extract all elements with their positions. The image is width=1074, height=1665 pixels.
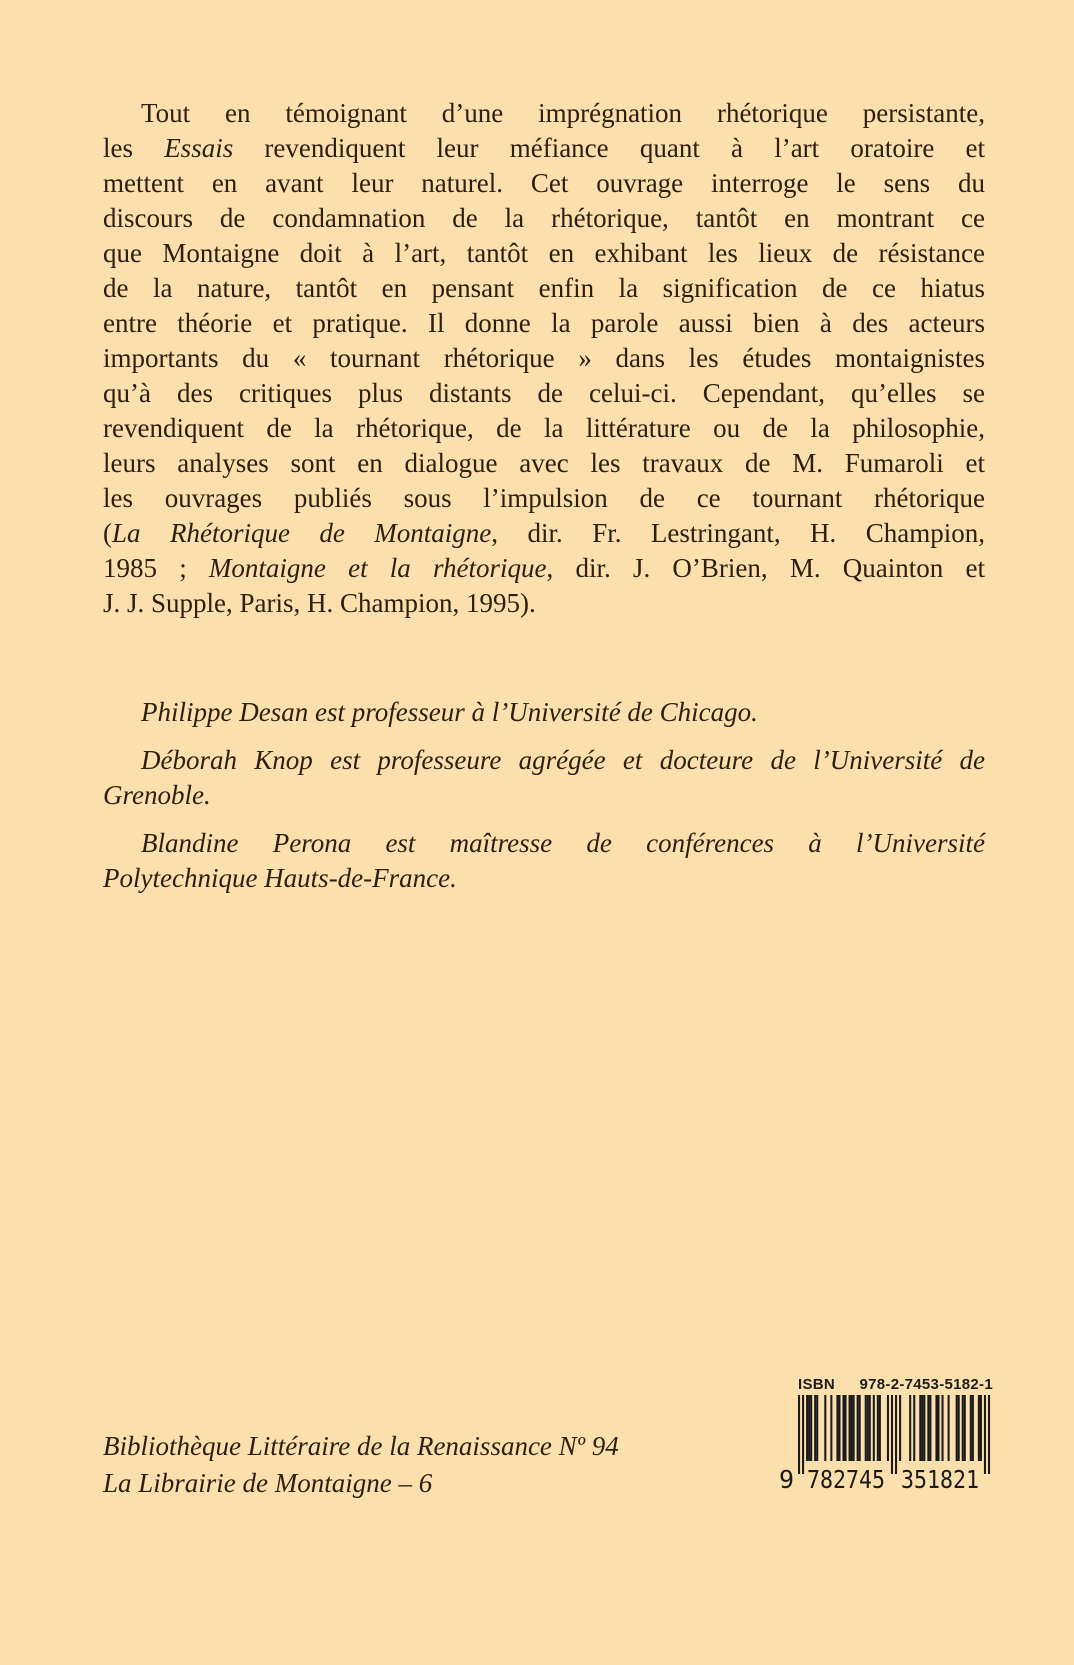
text-run: Blandine Perona est maîtresse de conférences à l’Université bbox=[141, 828, 985, 858]
text-run: qu’à des critiques plus distants de celui-ci. Cependant, qu’elles se bbox=[103, 378, 985, 408]
barcode-bar bbox=[853, 1395, 855, 1461]
text-run: J. J. Supple, Paris, H. Champion, 1995). bbox=[103, 588, 536, 618]
text-run: ( bbox=[103, 518, 112, 548]
text-run: de la nature, tantôt en pensant enfin la signification de ce hiatus bbox=[103, 273, 985, 303]
synopsis-line bbox=[103, 446, 985, 481]
synopsis-line bbox=[103, 131, 985, 166]
barcode-bar bbox=[927, 1395, 929, 1461]
text-run: Grenoble. bbox=[103, 780, 211, 810]
isbn-label-prefix: ISBN bbox=[798, 1376, 836, 1393]
text-run: que Montaigne doit à l’art, tantôt en exhibant les lieux de résistance bbox=[103, 238, 985, 268]
author-bio-line bbox=[103, 743, 985, 778]
barcode-bar bbox=[909, 1395, 911, 1461]
barcode-bar bbox=[824, 1395, 826, 1461]
barcode-bar bbox=[958, 1395, 960, 1461]
text-run: revendiquent de la rhétorique, de la littérature ou de la philosophie, bbox=[103, 413, 985, 443]
barcode-bar bbox=[869, 1395, 871, 1461]
barcode-bar bbox=[873, 1395, 875, 1461]
text-run: discours de condamnation de la rhétorique, tantôt en montrant ce bbox=[103, 203, 985, 233]
synopsis-paragraph bbox=[103, 96, 985, 621]
synopsis-line bbox=[103, 481, 985, 516]
barcode-bar bbox=[972, 1395, 974, 1461]
text-run: importants du « tournant rhétorique » dans les études montaignistes bbox=[103, 343, 985, 373]
barcode-bar bbox=[816, 1395, 818, 1461]
barcode-bar bbox=[937, 1395, 939, 1461]
barcode-bar bbox=[844, 1395, 846, 1461]
text-run: Tout en témoignant d’une imprégnation rhétorique persistante, bbox=[141, 98, 985, 128]
italic-text-run: Montaigne et la rhétorique bbox=[208, 553, 547, 583]
text-run: entre théorie et pratique. Il donne la parole aussi bien à des acteurs bbox=[103, 308, 985, 338]
barcode-bar bbox=[899, 1395, 901, 1461]
barcode-bar bbox=[935, 1395, 937, 1461]
barcode-bar bbox=[879, 1395, 881, 1461]
barcode-bar bbox=[814, 1395, 816, 1461]
barcode-bar bbox=[836, 1395, 838, 1461]
barcode-bar bbox=[941, 1395, 943, 1461]
barcode-bar bbox=[956, 1395, 958, 1461]
series-subcollection-line: La Librairie de Montaigne – 6 bbox=[103, 1468, 433, 1498]
author-bio-line bbox=[103, 826, 985, 861]
synopsis-line bbox=[103, 411, 985, 446]
synopsis-line bbox=[103, 96, 985, 131]
author-bio-line bbox=[103, 695, 985, 730]
barcode-bar bbox=[798, 1395, 800, 1474]
text-run: leurs analyses sont en dialogue avec les travaux de M. Fumaroli et bbox=[103, 448, 985, 478]
series-info bbox=[103, 1428, 743, 1502]
synopsis-line bbox=[103, 201, 985, 236]
barcode-bar bbox=[962, 1395, 964, 1461]
barcode-bar bbox=[923, 1395, 925, 1461]
barcode-bar bbox=[984, 1395, 986, 1474]
author-bio bbox=[103, 695, 985, 730]
italic-text-run: Essais bbox=[164, 133, 234, 163]
barcode-bar bbox=[851, 1395, 853, 1461]
synopsis-line bbox=[103, 341, 985, 376]
barcode-bar bbox=[887, 1395, 889, 1461]
text-run: mettent en avant leur naturel. Cet ouvrage interroge le sens du bbox=[103, 168, 985, 198]
barcode-bar bbox=[865, 1395, 867, 1461]
barcode-bar bbox=[857, 1395, 859, 1461]
barcode-bar bbox=[867, 1395, 869, 1461]
barcode-bar bbox=[964, 1395, 966, 1461]
author-bio bbox=[103, 826, 985, 896]
ean-barcode bbox=[777, 1395, 993, 1491]
author-bios bbox=[103, 695, 985, 896]
text-run: les bbox=[103, 133, 165, 163]
barcode-digits: 351821 bbox=[901, 1465, 979, 1491]
author-bio bbox=[103, 743, 985, 813]
barcode-digits: 782745 bbox=[807, 1465, 885, 1491]
barcode-bar bbox=[802, 1395, 804, 1474]
barcode-bar bbox=[929, 1395, 931, 1461]
text-run: 1985 ; bbox=[103, 553, 209, 583]
text-run: , dir. J. O’Brien, M. Quainton et bbox=[546, 553, 985, 583]
barcode-bar bbox=[806, 1395, 808, 1461]
barcode-bar bbox=[913, 1395, 915, 1461]
isbn-label bbox=[798, 1376, 993, 1393]
barcode-bar bbox=[859, 1395, 861, 1461]
text-run: , dir. Fr. Lestringant, H. Champion, bbox=[491, 518, 986, 548]
barcode-bar bbox=[877, 1395, 879, 1461]
synopsis-line bbox=[103, 516, 985, 551]
barcode-bar bbox=[980, 1395, 982, 1461]
italic-text-run: La Rhétorique de Montaigne bbox=[112, 518, 492, 548]
author-bio-line bbox=[103, 861, 985, 896]
barcode-bar bbox=[919, 1395, 921, 1461]
text-run: Philippe Desan est professeur à l’Université de Chicago. bbox=[141, 697, 758, 727]
barcode-bar bbox=[842, 1395, 844, 1461]
author-bio-line bbox=[103, 778, 985, 813]
synopsis-line bbox=[103, 166, 985, 201]
synopsis-line bbox=[103, 306, 985, 341]
text-run: Polytechnique Hauts-de-France. bbox=[103, 863, 457, 893]
barcode-bar bbox=[891, 1395, 893, 1474]
isbn-label-number: 978-2-7453-5182-1 bbox=[859, 1376, 993, 1393]
series-collection-line: Bibliothèque Littéraire de la Renaissance Nº 94 bbox=[103, 1431, 619, 1461]
barcode-digits: 9 bbox=[778, 1465, 794, 1491]
synopsis-line bbox=[103, 271, 985, 306]
barcode-bar bbox=[978, 1395, 980, 1461]
isbn-barcode-block bbox=[777, 1376, 993, 1491]
text-run: revendiquent leur méfiance quant à l’art oratoire et bbox=[233, 133, 985, 163]
barcode-bar bbox=[849, 1395, 851, 1461]
barcode-bar bbox=[895, 1395, 897, 1474]
barcode-bar bbox=[810, 1395, 812, 1461]
text-run: Déborah Knop est professeure agrégée et docteure de l’Université de bbox=[141, 745, 985, 775]
synopsis-line bbox=[103, 376, 985, 411]
synopsis-line bbox=[103, 236, 985, 271]
barcode-bar bbox=[838, 1395, 840, 1461]
barcode-bar bbox=[921, 1395, 923, 1461]
text-run: les ouvrages publiés sous l’impulsion de ce tournant rhétorique bbox=[103, 483, 985, 513]
barcode-bar bbox=[970, 1395, 972, 1461]
barcode-bar bbox=[808, 1395, 810, 1461]
synopsis-line bbox=[103, 586, 985, 621]
barcode-bar bbox=[948, 1395, 950, 1461]
barcode-bar bbox=[830, 1395, 832, 1461]
barcode-bar bbox=[988, 1395, 990, 1474]
synopsis-line bbox=[103, 551, 985, 586]
